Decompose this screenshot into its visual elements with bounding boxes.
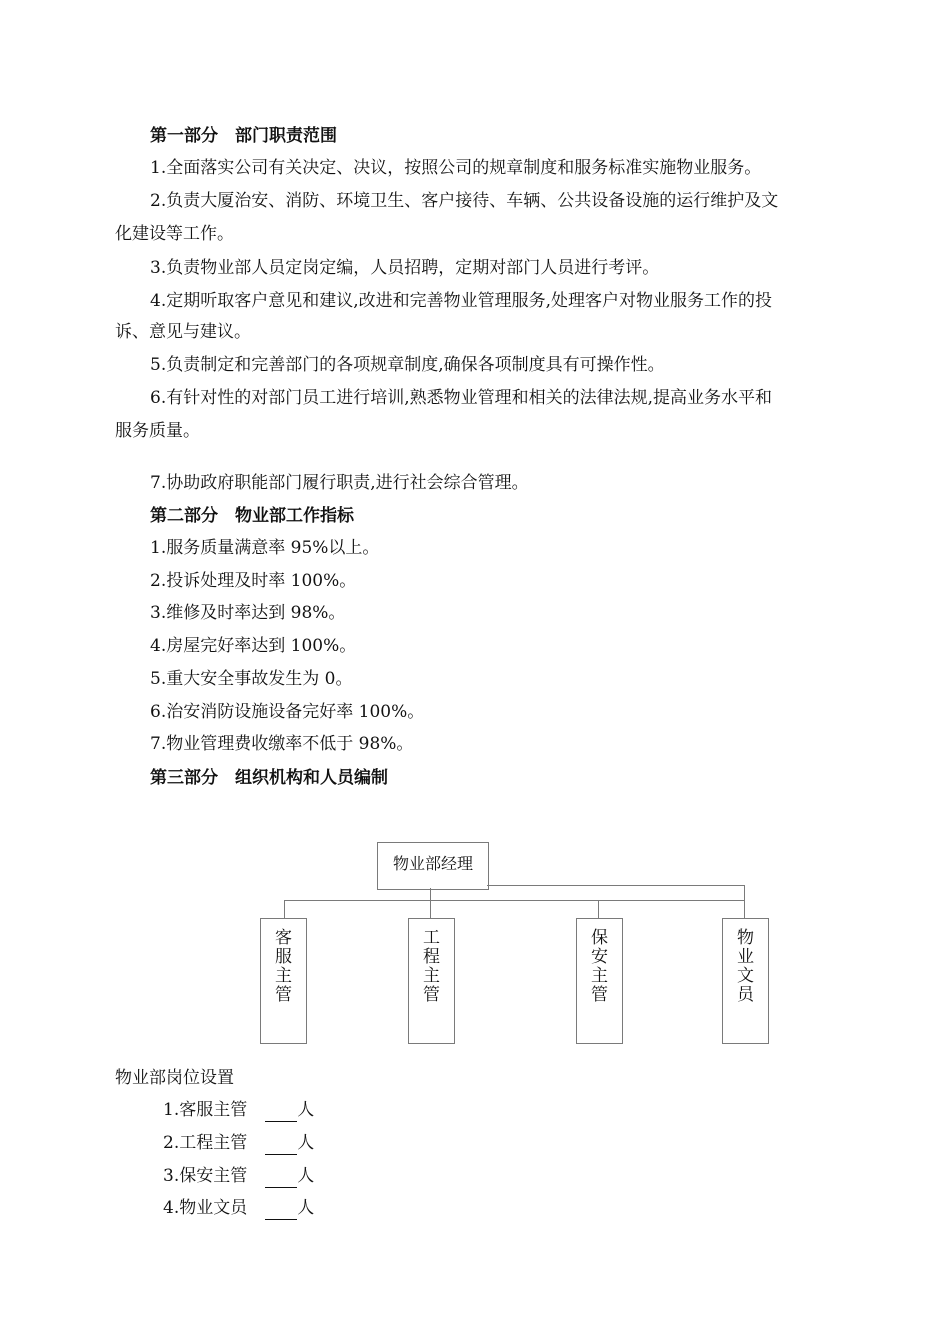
- org-box-engineering: [408, 918, 455, 1044]
- part2-item-7: 7.物业管理费收缴率不低于 98%。: [150, 734, 414, 754]
- position-row-3: [163, 1164, 314, 1188]
- position-label: 3.保安主管: [163, 1166, 248, 1186]
- position-unit: 人: [297, 1133, 315, 1153]
- part1-item-7: 7.协助政府职能部门履行职责,进行社会综合管理。: [150, 473, 529, 493]
- position-blank: [265, 1169, 297, 1188]
- position-row-4: [163, 1196, 314, 1220]
- org-label-engineering: 工 程 主 管: [423, 928, 440, 1005]
- part2-item-1: 1.服务质量满意率 95%以上。: [150, 538, 380, 558]
- part1-heading: 第一部分 部门职责范围: [150, 126, 337, 146]
- part1-item-6-cont: 服务质量。: [115, 421, 200, 441]
- org-box-customer-service: [260, 918, 307, 1044]
- position-unit: 人: [297, 1166, 315, 1186]
- positions-title: 物业部岗位设置: [115, 1068, 234, 1088]
- part1-item-5: 5.负责制定和完善部门的各项规章制度,确保各项制度具有可操作性。: [150, 355, 665, 375]
- org-connector-center: [430, 888, 431, 918]
- org-label-customer-service: 客 服 主 管: [275, 928, 292, 1005]
- part1-item-1: 1.全面落实公司有关决定、决议，按照公司的规章制度和服务标准实施物业服务。: [150, 158, 762, 178]
- position-unit: 人: [297, 1198, 315, 1218]
- part2-item-6: 6.治安消防设施设备完好率 100%。: [150, 702, 425, 722]
- part2-heading: 第二部分 物业部工作指标: [150, 506, 354, 526]
- position-label: 2.工程主管: [163, 1133, 248, 1153]
- org-label-clerk: 物 业 文 员: [737, 928, 754, 1005]
- part2-item-5: 5.重大安全事故发生为 0。: [150, 669, 353, 689]
- org-connector-left: [284, 900, 285, 918]
- position-label: 4.物业文员: [163, 1198, 248, 1218]
- part1-item-4: 4.定期听取客户意见和建议,改进和完善物业管理服务,处理客户对物业服务工作的投: [150, 291, 773, 311]
- part1-item-4-cont: 诉、意见与建议。: [115, 322, 251, 342]
- part2-item-2: 2.投诉处理及时率 100%。: [150, 571, 357, 591]
- position-blank: [265, 1103, 297, 1122]
- part1-item-3: 3.负责物业部人员定岗定编，人员招聘，定期对部门人员进行考评。: [150, 258, 660, 278]
- org-box-manager: [377, 842, 489, 890]
- org-connector-mid-right: [598, 900, 599, 918]
- position-blank: [265, 1136, 297, 1155]
- org-connector-right-top: [487, 885, 744, 886]
- org-connector-horizontal: [284, 900, 744, 901]
- position-label: 1.客服主管: [163, 1100, 248, 1120]
- part1-item-2-cont: 化建设等工作。: [115, 224, 234, 244]
- position-unit: 人: [297, 1100, 315, 1120]
- position-row-2: [163, 1131, 314, 1155]
- part3-heading: 第三部分 组织机构和人员编制: [150, 768, 388, 788]
- part2-item-3: 3.维修及时率达到 98%。: [150, 603, 346, 623]
- position-blank: [265, 1201, 297, 1220]
- org-label-security: 保 安 主 管: [591, 928, 608, 1005]
- org-box-clerk: [722, 918, 769, 1044]
- part1-item-6: 6.有针对性的对部门员工进行培训,熟悉物业管理和相关的法律法规,提高业务水平和: [150, 388, 773, 408]
- part1-item-2: 2.负责大厦治安、消防、环境卫生、客户接待、车辆、公共设备设施的运行维护及文: [150, 191, 779, 211]
- org-label-manager: 物业部经理: [392, 854, 473, 873]
- part2-item-4: 4.房屋完好率达到 100%。: [150, 636, 357, 656]
- org-connector-right: [744, 885, 745, 918]
- position-row-1: [163, 1098, 314, 1122]
- org-box-security: [576, 918, 623, 1044]
